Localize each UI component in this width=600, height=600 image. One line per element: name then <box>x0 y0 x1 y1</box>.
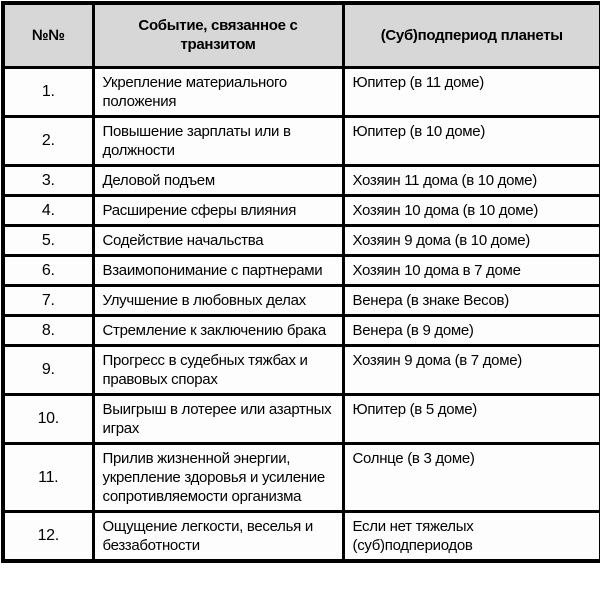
table-row <box>3 285 600 315</box>
period-cell: Хозяин 9 дома (в 10 доме) <box>343 225 600 255</box>
period-cell: Если нет тяжелых (суб)подпериодов <box>343 511 600 561</box>
table-row <box>3 511 600 561</box>
table-row <box>3 195 600 225</box>
row-number-cell: 3. <box>3 165 93 195</box>
table-row <box>3 345 600 394</box>
header-event: Событие, связанное с транзитом <box>93 3 343 67</box>
event-cell: Прогресс в судебных тяжбах и правовых спорах <box>93 345 343 394</box>
row-number-cell: 5. <box>3 225 93 255</box>
period-cell: Хозяин 10 дома в 7 доме <box>343 255 600 285</box>
row-number-cell: 1. <box>3 67 93 116</box>
event-cell: Стремление к заключению брака <box>93 315 343 345</box>
event-cell: Содействие начальства <box>93 225 343 255</box>
event-cell: Ощущение легкости, веселья и беззаботности <box>93 511 343 561</box>
period-cell: Хозяин 10 дома (в 10 доме) <box>343 195 600 225</box>
period-cell: Хозяин 9 дома (в 7 доме) <box>343 345 600 394</box>
table-body <box>3 67 600 561</box>
period-cell: Солнце (в 3 доме) <box>343 443 600 511</box>
table-row <box>3 315 600 345</box>
transit-events-table <box>1 1 600 563</box>
period-cell: Венера (в 9 доме) <box>343 315 600 345</box>
table-row <box>3 394 600 443</box>
period-cell: Юпитер (в 11 доме) <box>343 67 600 116</box>
event-cell: Укрепление материального положения <box>93 67 343 116</box>
row-number-cell: 8. <box>3 315 93 345</box>
table-row <box>3 165 600 195</box>
event-cell: Улучшение в любовных делах <box>93 285 343 315</box>
table-row <box>3 116 600 165</box>
row-number-cell: 7. <box>3 285 93 315</box>
event-cell: Прилив жизненной энергии, укрепление здоровья и усиление сопротивляемости организма <box>93 443 343 511</box>
header-row <box>3 3 600 67</box>
table-row <box>3 67 600 116</box>
row-number-cell: 10. <box>3 394 93 443</box>
row-number-cell: 4. <box>3 195 93 225</box>
event-cell: Взаимопонимание с партнерами <box>93 255 343 285</box>
table-header <box>3 3 600 67</box>
table-row <box>3 225 600 255</box>
period-cell: Венера (в знаке Весов) <box>343 285 600 315</box>
row-number-cell: 6. <box>3 255 93 285</box>
period-cell: Юпитер (в 5 доме) <box>343 394 600 443</box>
event-cell: Расширение сферы влияния <box>93 195 343 225</box>
event-cell: Повышение зарплаты или в должности <box>93 116 343 165</box>
row-number-cell: 11. <box>3 443 93 511</box>
event-cell: Деловой подъем <box>93 165 343 195</box>
period-cell: Юпитер (в 10 доме) <box>343 116 600 165</box>
row-number-cell: 12. <box>3 511 93 561</box>
table-row <box>3 443 600 511</box>
event-cell: Выигрыш в лотерее или азартных играх <box>93 394 343 443</box>
row-number-cell: 2. <box>3 116 93 165</box>
header-number: №№ <box>3 3 93 67</box>
header-period: (Суб)подпериод планеты <box>343 3 600 67</box>
table-row <box>3 255 600 285</box>
row-number-cell: 9. <box>3 345 93 394</box>
period-cell: Хозяин 11 дома (в 10 доме) <box>343 165 600 195</box>
